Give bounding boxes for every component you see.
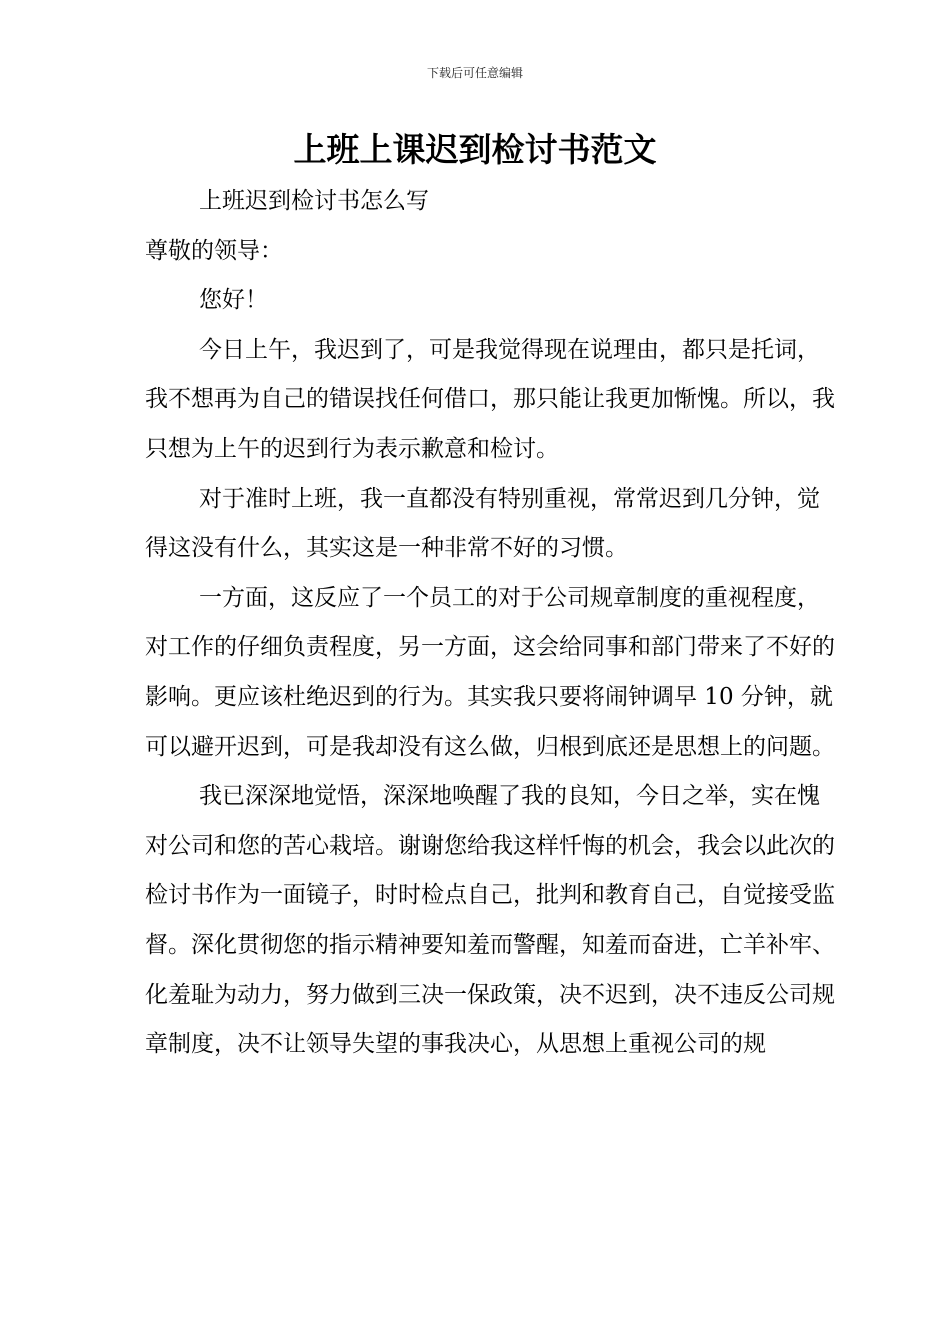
- paragraph-1: 今日上午，我迟到了，可是我觉得现在说理由，都只是托词，我不想再为自己的错误找任何借口，那只能让我更加惭愧。所以，我只想为上午的迟到行为表示歉意和检讨。: [145, 336, 835, 462]
- paragraph-3: 一方面，这反应了一个员工的对于公司规章制度的重视程度，对工作的仔细负责程度，另一方面，这会给同事和部门带来了不好的影响。更应该杜绝迟到的行为。其实我只要将闹钟调早 10 分钟，就可以避开迟到，可是我却没有这么做，归根到底还是思想上的问题。: [145, 584, 835, 760]
- header-note: 下载后可任意编辑: [426, 66, 523, 80]
- salutation: 尊敬的领导：: [145, 237, 283, 264]
- document-subtitle: 上班迟到检讨书怎么写: [199, 188, 430, 214]
- paragraph-2: 对于准时上班，我一直都没有特别重视，常常迟到几分钟，觉得这没有什么，其实这是一种非常不好的习惯。: [145, 485, 821, 562]
- paragraph-4: 我已深深地觉悟，深深地唤醒了我的良知，今日之举，实在愧对公司和您的苦心栽培。谢谢您给我这样忏悔的机会，我会以此次的检讨书作为一面镜子，时时检点自己，批判和教育自己，自觉接受监督。深化贯彻您的指示精神要知羞而警醒，知羞而奋进，亡羊补牢、化羞耻为动力，努力做到三决一保政策，决不迟到，决不违反公司规章制度，决不让领导失望的事我决心，从思想上重视公司的规: [145, 783, 835, 1058]
- greeting: 您好！: [199, 287, 269, 314]
- document-title: 上班上课迟到检讨书范文: [293, 130, 657, 169]
- document-body: [145, 177, 835, 1070]
